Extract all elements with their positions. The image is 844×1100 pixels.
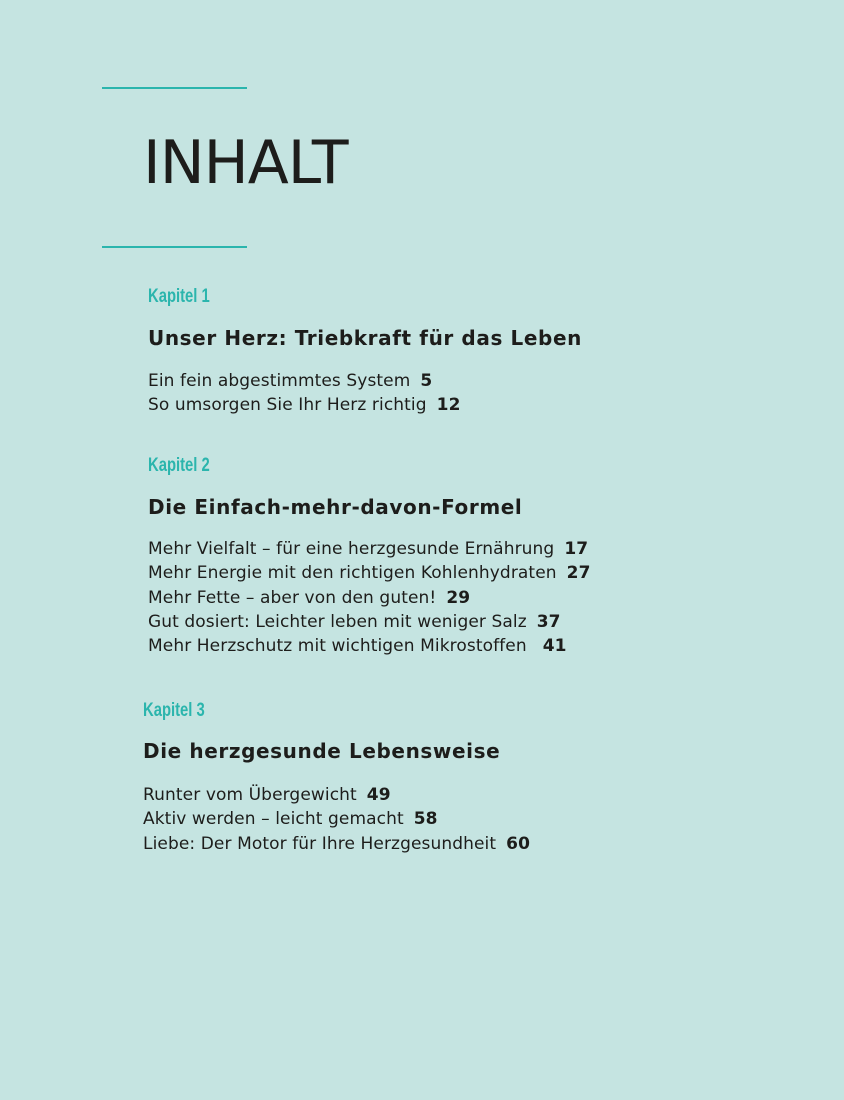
- chapter-3-title: Die herzgesunde Lebensweise: [143, 739, 501, 763]
- entry-text: So umsorgen Sie Ihr Herz richtig: [148, 395, 427, 416]
- chapter-1-label: Kapitel 1: [148, 286, 210, 307]
- top-rule: [102, 87, 247, 89]
- page-number: 60: [506, 833, 531, 854]
- toc-entry[interactable]: [148, 537, 591, 561]
- entry-text: Mehr Energie mit den richtigen Kohlenhydraten: [148, 563, 557, 584]
- page-number: 12: [436, 395, 461, 416]
- entry-text: Mehr Vielfalt – für eine herzgesunde Ernährung: [148, 539, 555, 559]
- page-number: 5: [420, 371, 433, 391]
- page-number: 49: [366, 785, 391, 805]
- toc-entry[interactable]: [148, 369, 461, 393]
- chapter-3-entries: [143, 783, 530, 856]
- entry-text: Gut dosiert: Leichter leben mit weniger Salz: [148, 611, 527, 632]
- toc-entry[interactable]: [148, 610, 591, 634]
- toc-entry[interactable]: [143, 832, 530, 856]
- entry-text: Mehr Herzschutz mit wichtigen Mikrostoffen: [148, 636, 527, 657]
- chapter-1-title: Unser Herz: Triebkraft für das Leben: [148, 326, 582, 350]
- chapter-2-title: Die Einfach-mehr-davon-Formel: [148, 495, 523, 519]
- toc-entry[interactable]: [148, 634, 591, 658]
- bottom-rule: [102, 246, 247, 248]
- entry-text: Runter vom Übergewicht: [143, 785, 357, 805]
- chapter-1-entries: [148, 369, 461, 418]
- entry-text: Mehr Fette – aber von den guten!: [148, 587, 437, 608]
- page-number: 37: [536, 611, 561, 632]
- entry-text: Aktiv werden – leicht gemacht: [143, 809, 404, 830]
- toc-entry[interactable]: [148, 393, 461, 417]
- page-number: 41: [542, 636, 567, 657]
- entry-text: Ein fein abgestimmtes System: [148, 371, 411, 391]
- entry-text: Liebe: Der Motor für Ihre Herzgesundheit: [143, 833, 497, 854]
- chapter-3-label: Kapitel 3: [143, 700, 205, 721]
- toc-entry[interactable]: [143, 807, 530, 831]
- page-number: 29: [446, 587, 471, 608]
- page-title: INHALT: [143, 128, 348, 198]
- toc-entry[interactable]: [148, 586, 591, 610]
- toc-entry[interactable]: [148, 561, 591, 585]
- page-number: 58: [413, 809, 438, 830]
- page-number: 27: [566, 563, 591, 584]
- toc-entry[interactable]: [143, 783, 530, 807]
- chapter-2-label: Kapitel 2: [148, 455, 210, 476]
- page-number: 17: [564, 539, 589, 559]
- chapter-2-entries: [148, 537, 591, 658]
